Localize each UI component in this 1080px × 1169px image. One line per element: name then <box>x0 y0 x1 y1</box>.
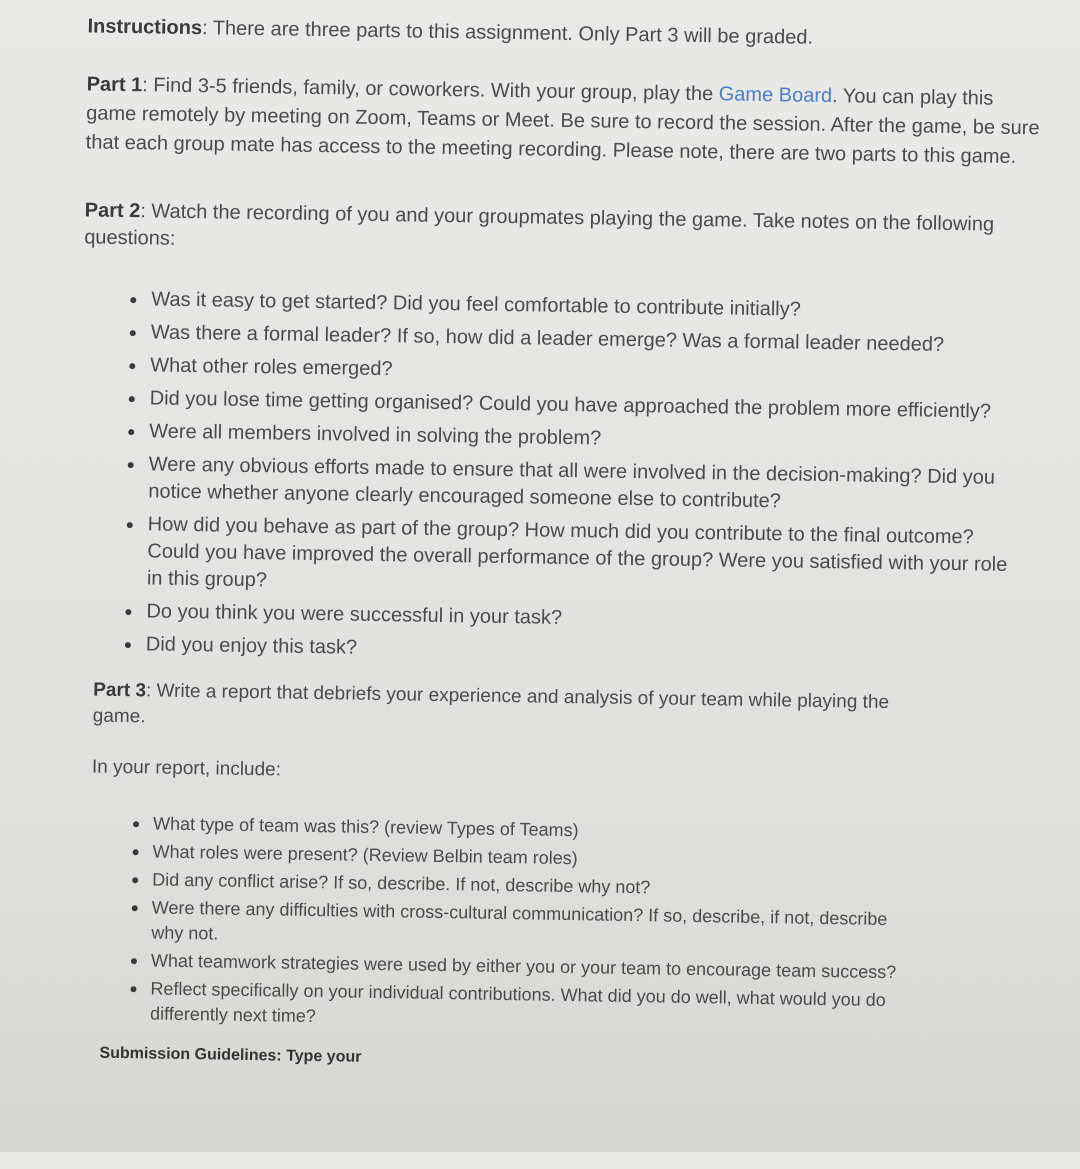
report-item: What teamwork strategies were used by either you or your team to encourage team success? <box>151 948 911 985</box>
part1-paragraph <box>86 70 1042 172</box>
question-item: Did you lose time getting organised? Could you have approached the problem more efficiently? <box>150 385 1025 426</box>
part3-paragraph <box>93 678 944 743</box>
part1-text-before: : Find 3-5 friends, family, or coworkers. With your group, play the <box>142 74 719 106</box>
report-include-label: In your report, include: <box>91 756 282 781</box>
question-item: Was it easy to get started? Did you feel comfortable to contribute initially? <box>151 286 1026 327</box>
instructions-text: : There are three parts to this assignment. Only Part 3 will be graded. <box>201 17 814 49</box>
report-item-list <box>72 810 913 1038</box>
part1-text-after: . You can play this game remotely by meeting on Zoom, Teams or Meet. Be sure to record the session. After the game, be sure that each group mate has access to the meeting recording. Please note, there are two parts to this game. <box>85 85 1040 168</box>
part3-label: Part 3 <box>93 679 147 702</box>
instructions-label: Instructions <box>87 15 203 40</box>
report-item: What type of team was this? (review Types of Teams) <box>153 812 913 849</box>
question-item: Were all members involved in solving the problem? <box>149 418 1024 459</box>
game-board-link[interactable]: Game Board <box>718 83 833 108</box>
question-item: How did you behave as part of the group? How much did you contribute to the final outcome? Could you have improved the overall performance of the group? Were you satisfied with your role in this group? <box>147 511 1023 606</box>
report-item: Were there any difficulties with cross-cultural communication? If so, describe, if not, describe why not. <box>151 895 912 957</box>
submission-guidelines-heading: Submission Guidelines: Type your <box>99 1044 362 1066</box>
question-item: Was there a formal leader? If so, how did a leader emerge? Was a formal leader needed? <box>151 319 1026 360</box>
part2-label: Part 2 <box>84 199 141 223</box>
part2-question-list <box>78 285 1027 672</box>
part3-text: : Write a report that debriefs your experience and analysis of your team while playing the game. <box>92 680 890 728</box>
report-item: Did any conflict arise? If so, describe. If not, describe why not? <box>152 868 912 905</box>
question-item: Do you think you were successful in your task? <box>146 598 1021 639</box>
instructions-paragraph <box>87 13 1051 55</box>
part1-label: Part 1 <box>86 73 143 97</box>
part2-paragraph <box>84 197 1000 265</box>
question-item: What other roles emerged? <box>150 352 1025 393</box>
report-item: Reflect specifically on your individual contributions. What did you do well, what would you do differently next time? <box>150 976 911 1038</box>
question-item: Were any obvious efforts made to ensure that all were involved in the decision-making? Did you notice whether anyone clearly encouraged someone else to contribute? <box>148 451 1024 519</box>
question-item: Did you enjoy this task? <box>146 631 1021 672</box>
part2-text: : Watch the recording of you and your groupmates playing the game. Take notes on the following questions: <box>84 200 995 250</box>
report-item: What roles were present? (Review Belbin team roles) <box>152 840 912 877</box>
